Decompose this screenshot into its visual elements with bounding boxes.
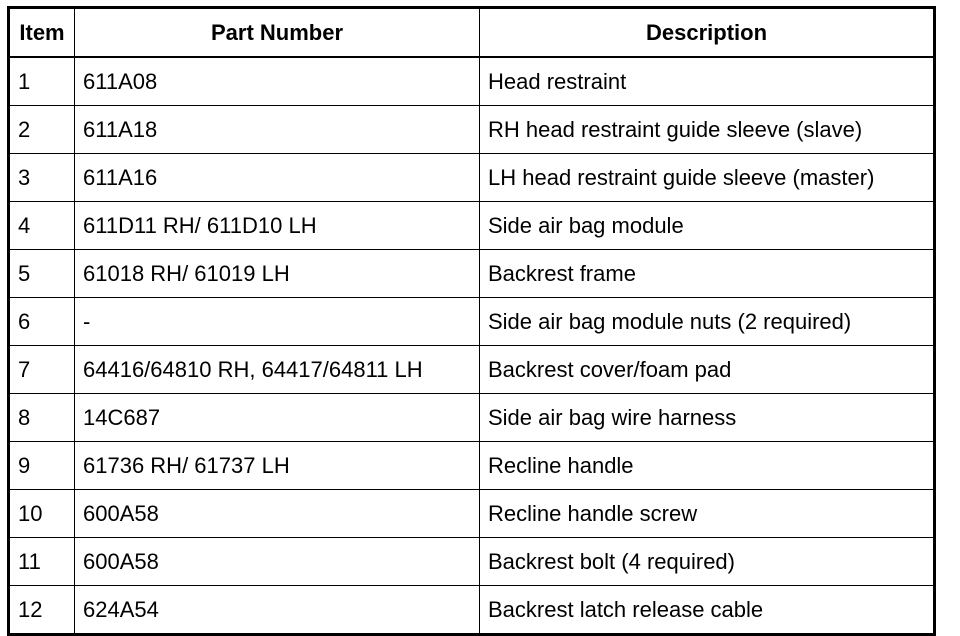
cell-description: Backrest frame: [480, 250, 935, 298]
cell-part-number: 61736 RH/ 61737 LH: [75, 442, 480, 490]
cell-part-number: 14C687: [75, 394, 480, 442]
cell-description: Side air bag wire harness: [480, 394, 935, 442]
table-row: [9, 106, 935, 154]
header-part-number: Part Number: [75, 8, 480, 58]
table-row: [9, 490, 935, 538]
cell-item: 1: [9, 57, 75, 106]
cell-item: 4: [9, 202, 75, 250]
cell-item: 7: [9, 346, 75, 394]
cell-description: Side air bag module: [480, 202, 935, 250]
cell-part-number: -: [75, 298, 480, 346]
cell-item: 11: [9, 538, 75, 586]
table-row: [9, 394, 935, 442]
cell-item: 8: [9, 394, 75, 442]
cell-part-number: 611A08: [75, 57, 480, 106]
table-row: [9, 250, 935, 298]
table-header: [9, 8, 935, 58]
table-row: [9, 298, 935, 346]
table-row: [9, 586, 935, 635]
cell-item: 3: [9, 154, 75, 202]
cell-description: Recline handle: [480, 442, 935, 490]
cell-description: Backrest cover/foam pad: [480, 346, 935, 394]
table-row: [9, 202, 935, 250]
cell-item: 5: [9, 250, 75, 298]
cell-item: 10: [9, 490, 75, 538]
cell-description: Head restraint: [480, 57, 935, 106]
cell-part-number: 611D11 RH/ 611D10 LH: [75, 202, 480, 250]
table-body: [9, 57, 935, 635]
cell-part-number: 611A16: [75, 154, 480, 202]
table-row: [9, 346, 935, 394]
header-item: Item: [9, 8, 75, 58]
parts-table: [7, 6, 936, 636]
cell-item: 6: [9, 298, 75, 346]
cell-item: 9: [9, 442, 75, 490]
header-row: [9, 8, 935, 58]
table-row: [9, 154, 935, 202]
cell-description: Recline handle screw: [480, 490, 935, 538]
cell-item: 12: [9, 586, 75, 635]
table-row: [9, 442, 935, 490]
cell-description: LH head restraint guide sleeve (master): [480, 154, 935, 202]
cell-part-number: 624A54: [75, 586, 480, 635]
cell-part-number: 61018 RH/ 61019 LH: [75, 250, 480, 298]
table-row: [9, 57, 935, 106]
cell-description: RH head restraint guide sleeve (slave): [480, 106, 935, 154]
header-description: Description: [480, 8, 935, 58]
cell-part-number: 64416/64810 RH, 64417/64811 LH: [75, 346, 480, 394]
cell-part-number: 611A18: [75, 106, 480, 154]
cell-part-number: 600A58: [75, 538, 480, 586]
cell-description: Side air bag module nuts (2 required): [480, 298, 935, 346]
cell-description: Backrest latch release cable: [480, 586, 935, 635]
cell-item: 2: [9, 106, 75, 154]
table-row: [9, 538, 935, 586]
cell-description: Backrest bolt (4 required): [480, 538, 935, 586]
cell-part-number: 600A58: [75, 490, 480, 538]
